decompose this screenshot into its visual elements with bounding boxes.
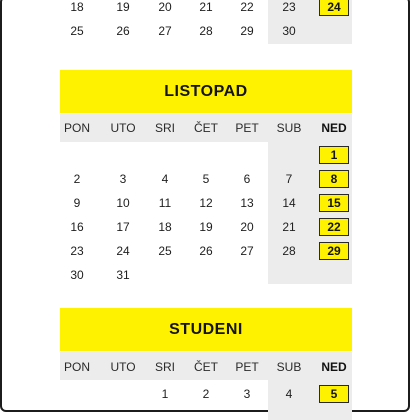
calendar-date: 29 bbox=[240, 24, 254, 38]
sunday-date: 24 bbox=[319, 0, 349, 16]
calendar-date: 11 bbox=[158, 196, 172, 210]
calendar-date: 21 bbox=[282, 220, 296, 234]
sunday-date: 8 bbox=[319, 170, 349, 188]
calendar-date: 25 bbox=[158, 244, 172, 258]
calendar-date: 14 bbox=[282, 196, 296, 210]
month-title-text: STUDENI bbox=[169, 320, 243, 338]
calendar-date: 1 bbox=[161, 387, 169, 401]
calendar-date: 6 bbox=[243, 172, 251, 186]
weekday-label: ČET bbox=[194, 121, 218, 135]
calendar-date: 28 bbox=[199, 24, 213, 38]
month-title-text: LISTOPAD bbox=[164, 82, 248, 100]
sunday-date: 5 bbox=[319, 385, 349, 403]
calendar-date: 9 bbox=[73, 196, 81, 210]
calendar-date: 21 bbox=[199, 0, 213, 14]
month-title-studeni bbox=[60, 308, 352, 351]
weekday-label: SUB bbox=[276, 360, 302, 374]
calendar-date: 3 bbox=[243, 387, 251, 401]
calendar-date: 17 bbox=[116, 220, 130, 234]
weekday-label: SRI bbox=[154, 360, 175, 374]
calendar-date: 4 bbox=[161, 172, 169, 186]
weekday-label: UTO bbox=[110, 121, 136, 135]
weekday-label: PET bbox=[235, 360, 259, 374]
weekday-label: PON bbox=[63, 121, 90, 135]
calendar-date: 30 bbox=[282, 24, 296, 38]
calendar-date: 20 bbox=[158, 0, 172, 14]
calendar-date: 24 bbox=[116, 244, 130, 258]
calendar-date: 19 bbox=[199, 220, 213, 234]
calendar-date: 3 bbox=[119, 172, 127, 186]
calendar-date: 18 bbox=[158, 220, 172, 234]
sunday-date: 1 bbox=[319, 146, 349, 164]
calendar-date: 13 bbox=[240, 196, 254, 210]
calendar-date: 12 bbox=[199, 196, 213, 210]
calendar-date: 22 bbox=[240, 0, 254, 14]
calendar-date: 10 bbox=[116, 196, 130, 210]
sunday-date: 15 bbox=[319, 194, 349, 212]
weekday-label: PET bbox=[235, 121, 259, 135]
calendar-date: 27 bbox=[240, 244, 254, 258]
weekday-label: SUB bbox=[276, 121, 302, 135]
weekday-label: PON bbox=[63, 360, 90, 374]
calendar-date: 20 bbox=[240, 220, 254, 234]
calendar-date: 23 bbox=[70, 244, 84, 258]
calendar-date: 27 bbox=[158, 24, 172, 38]
month-title-listopad bbox=[60, 70, 352, 113]
calendar-date: 30 bbox=[70, 268, 84, 282]
calendar-date: 2 bbox=[73, 172, 81, 186]
calendar-date: 19 bbox=[116, 0, 130, 14]
weekday-label: SRI bbox=[154, 121, 175, 135]
weekday-label: ČET bbox=[194, 360, 218, 374]
calendar-date: 26 bbox=[199, 244, 213, 258]
weekday-label: NED bbox=[321, 360, 347, 374]
calendar-date: 16 bbox=[70, 220, 84, 234]
calendar-date: 18 bbox=[70, 0, 84, 14]
calendar-date: 23 bbox=[282, 0, 296, 14]
calendar-date: 2 bbox=[202, 387, 210, 401]
sunday-date: 29 bbox=[319, 242, 349, 260]
weekday-label: UTO bbox=[110, 360, 136, 374]
calendar-date: 28 bbox=[282, 244, 296, 258]
calendar-date: 31 bbox=[116, 268, 130, 282]
calendar-date: 25 bbox=[70, 24, 84, 38]
weekday-label: NED bbox=[321, 121, 347, 135]
calendar-date: 4 bbox=[285, 387, 293, 401]
calendar-date: 7 bbox=[285, 172, 293, 186]
sunday-date: 22 bbox=[319, 218, 349, 236]
calendar-date: 26 bbox=[116, 24, 130, 38]
calendar-date: 5 bbox=[202, 172, 210, 186]
